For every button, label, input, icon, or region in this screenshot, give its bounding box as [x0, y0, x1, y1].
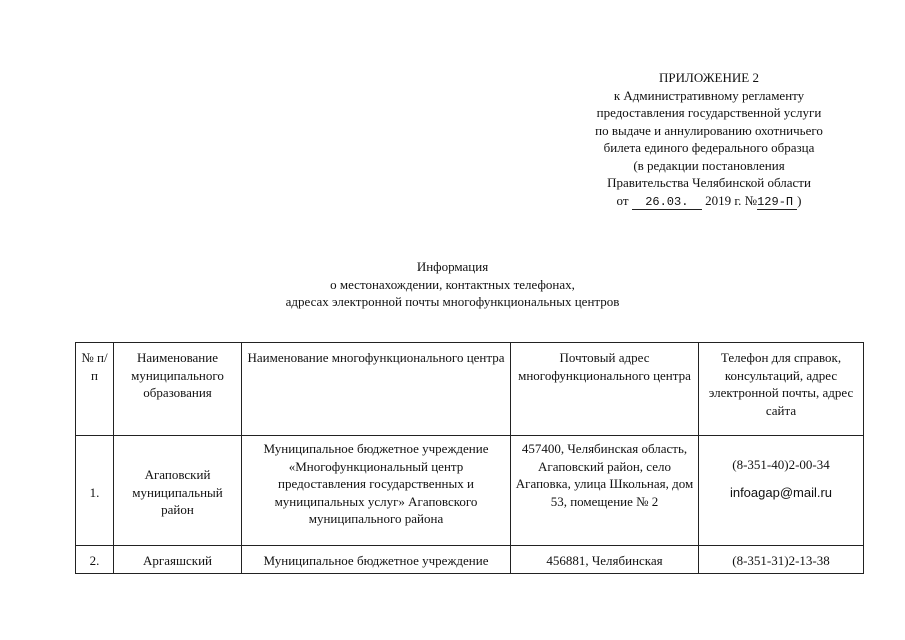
year-text: 2019 г. №: [705, 192, 758, 208]
table-row: [76, 546, 864, 574]
row-email: infoagap@mail.ru: [729, 484, 833, 500]
appendix-line-4: билета единого федерального образца: [603, 140, 815, 155]
appendix-line-3: по выдаче и аннулированию охотничьего: [595, 122, 823, 138]
resolution-date: 26.03.: [632, 195, 702, 210]
closing-paren: ): [797, 192, 802, 208]
appendix-block: [555, 69, 863, 210]
row-center: Муниципальное бюджетное учреждение «Многофункциональный центр предоставления государственных и муниципальных услуг» Агаповского муниципального района: [242, 436, 511, 546]
info-heading: [200, 258, 705, 311]
header-municipality: Наименование муниципального образования: [114, 343, 242, 436]
appendix-signature-line: [555, 192, 863, 210]
appendix-line-5: (в редакции постановления: [633, 157, 785, 173]
row-num: 1.: [76, 436, 114, 546]
header-address: Почтовый адрес многофункционального центра: [511, 343, 699, 436]
header-num: № п/п: [76, 343, 114, 436]
row-municipality: Аргаяшский: [114, 546, 242, 574]
appendix-line-2: предоставления государственной услуги: [596, 105, 822, 120]
row-phone: (8-351-31)2-13-38: [699, 546, 864, 574]
appendix-line-6: Правительства Челябинской области: [607, 175, 811, 190]
row-num: 2.: [76, 546, 114, 574]
row-center: Муниципальное бюджетное учреждение: [242, 546, 511, 574]
date-prefix: от: [616, 192, 629, 208]
mfc-table: [75, 342, 864, 574]
info-heading-line-3: адресах электронной почты многофункциональных центров: [285, 294, 620, 309]
row-address: 456881, Челябинская: [511, 546, 699, 574]
table-row: [76, 436, 864, 546]
info-heading-line-2: о местонахождении, контактных телефонах,: [330, 276, 575, 292]
info-heading-line-1: Информация: [416, 259, 489, 274]
row-municipality: Агаповский муниципальный район: [114, 436, 242, 546]
header-contacts: Телефон для справок, консультаций, адрес электронной почты, адрес сайта: [699, 343, 864, 436]
row-phone: (8-351-40)2-00-34: [732, 457, 830, 472]
table-header-row: [76, 343, 864, 436]
appendix-line-1: к Административному регламенту: [613, 87, 805, 103]
row-address: 457400, Челябинская область, Агаповский район, село Агаповка, улица Школьная, дом 53, помещение № 2: [511, 436, 699, 546]
resolution-number: 129-П: [757, 195, 797, 210]
header-center: Наименование многофункционального центра: [242, 343, 511, 436]
row-contacts: [699, 436, 864, 546]
appendix-title: ПРИЛОЖЕНИЕ 2: [659, 70, 759, 85]
